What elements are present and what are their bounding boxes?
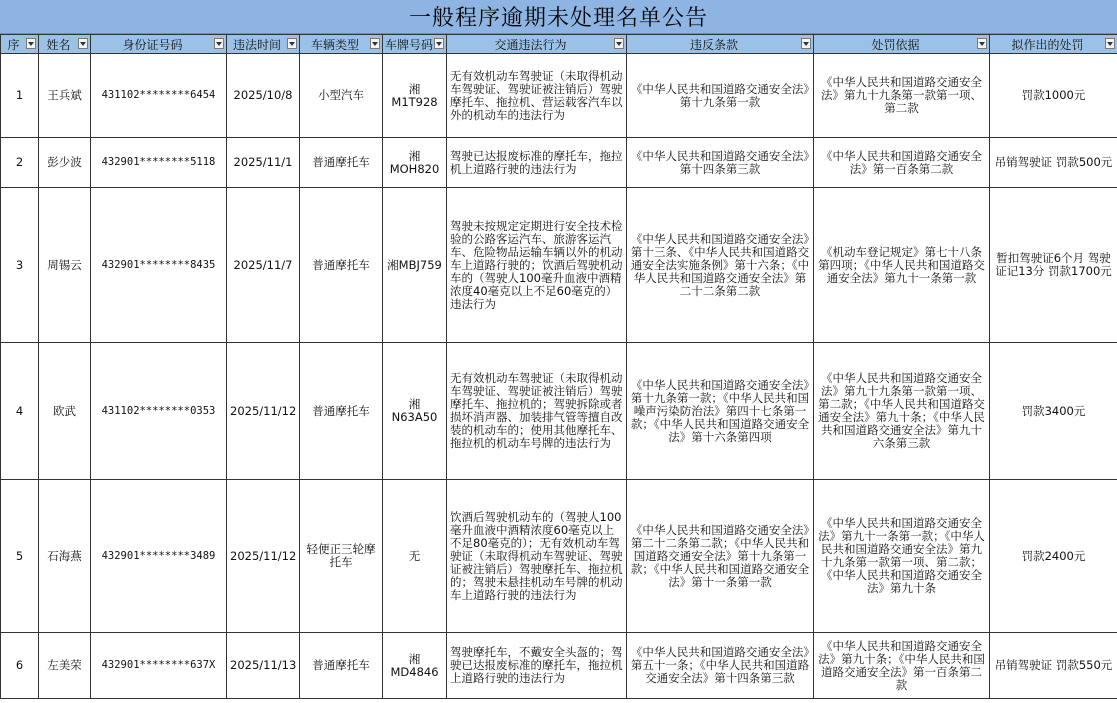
- header-cell[interactable]: 身份证号码: [91, 35, 227, 54]
- plate-number-cell[interactable]: 湘MBJ759: [383, 188, 447, 343]
- filter-dropdown-icon[interactable]: [26, 38, 36, 49]
- violation-date-cell[interactable]: 2025/10/8: [227, 54, 300, 138]
- proposed-penalty-cell[interactable]: 罚款3400元: [990, 343, 1117, 480]
- plate-number-cell[interactable]: 湘N63A50: [383, 343, 447, 480]
- violation-behavior-cell[interactable]: 驾驶摩托车，不戴安全头盔的；驾驶已达报废标准的摩托车，拖拉机上道路行驶的违法行为: [447, 633, 627, 699]
- header-cell[interactable]: 拟作出的处罚: [990, 35, 1117, 54]
- table-row: [1, 138, 1117, 188]
- filter-dropdown-icon[interactable]: [977, 38, 987, 49]
- header-cell[interactable]: 违反条款: [627, 35, 814, 54]
- header-row: [1, 35, 1117, 54]
- filter-dropdown-icon[interactable]: [370, 38, 380, 49]
- violation-behavior-cell[interactable]: 无有效机动车驾驶证（未取得机动车驾驶证、驾驶证被注销后）驾驶摩托车、拖拉机的；驾驶拆除或者损坏消声器、加装排气管等擅自改装的机动车的；使用其他摩托车、拖拉机的机动车号牌的违法行为: [447, 343, 627, 480]
- vehicle-type-cell[interactable]: 小型汽车: [300, 54, 383, 138]
- notice-table: [0, 34, 1117, 699]
- filter-dropdown-icon[interactable]: [801, 38, 811, 49]
- proposed-penalty-cell[interactable]: 暂扣驾驶证6个月 驾驶证记13分 罚款1700元: [990, 188, 1117, 343]
- row-number-cell[interactable]: 2: [1, 138, 39, 188]
- plate-number-cell[interactable]: 湘MD4846: [383, 633, 447, 699]
- row-number-cell[interactable]: 4: [1, 343, 39, 480]
- violation-behavior-cell[interactable]: 驾驶未按规定定期进行安全技术检验的公路客运汽车、旅游客运汽车、危险物品运输车辆以外的机动车上道路行驶的；饮酒后驾驶机动车的（驾驶人100毫升血液中酒精浓度40毫克以上不足60毫克的）违法行为: [447, 188, 627, 343]
- vehicle-type-cell[interactable]: 普通摩托车: [300, 633, 383, 699]
- id-number-cell[interactable]: 432901********3489: [91, 480, 227, 633]
- page-title: 一般程序逾期未处理名单公告: [0, 0, 1117, 34]
- violation-date-cell[interactable]: 2025/11/7: [227, 188, 300, 343]
- violated-clause-cell[interactable]: 《中华人民共和国道路交通安全法》第十四条第三款: [627, 138, 814, 188]
- header-cell[interactable]: 姓名: [39, 35, 91, 54]
- header-cell[interactable]: 处罚依据: [814, 35, 990, 54]
- violated-clause-cell[interactable]: 《中华人民共和国道路交通安全法》第二十二条第二款；《中华人民共和国道路交通安全法》第十九条第一款；《中华人民共和国道路交通安全法》第十一条第一款: [627, 480, 814, 633]
- table-row: [1, 188, 1117, 343]
- table-row: [1, 54, 1117, 138]
- name-cell[interactable]: 王兵斌: [39, 54, 91, 138]
- row-number-cell[interactable]: 5: [1, 480, 39, 633]
- vehicle-type-cell[interactable]: 普通摩托车: [300, 138, 383, 188]
- id-number-cell[interactable]: 431102********6454: [91, 54, 227, 138]
- table-row: [1, 633, 1117, 699]
- header-cell[interactable]: 序: [1, 35, 39, 54]
- row-number-cell[interactable]: 1: [1, 54, 39, 138]
- plate-number-cell[interactable]: 无: [383, 480, 447, 633]
- vehicle-type-cell[interactable]: 普通摩托车: [300, 188, 383, 343]
- name-cell[interactable]: 周锡云: [39, 188, 91, 343]
- header-cell[interactable]: 交通违法行为: [447, 35, 627, 54]
- violated-clause-cell[interactable]: 《中华人民共和国道路交通安全法》第十三条、《中华人民共和国道路交通安全法实施条例》第十六条；《中华人民共和国道路交通安全法》第二十二条第二款: [627, 188, 814, 343]
- violation-behavior-cell[interactable]: 驾驶已达报废标准的摩托车，拖拉机上道路行驶的违法行为: [447, 138, 627, 188]
- filter-dropdown-icon[interactable]: [287, 38, 297, 49]
- header-cell[interactable]: 车牌号码: [383, 35, 447, 54]
- name-cell[interactable]: 彭少波: [39, 138, 91, 188]
- id-number-cell[interactable]: 432901********5118: [91, 138, 227, 188]
- plate-number-cell[interactable]: 湘MOH820: [383, 138, 447, 188]
- plate-number-cell[interactable]: 湘M1T928: [383, 54, 447, 138]
- penalty-basis-cell[interactable]: 《中华人民共和国道路交通安全法》第九十九条第一款第一项、第二款；《中华人民共和国道路交通安全法》第九十条；《中华人民共和国道路交通安全法》第九十六条第三款: [814, 343, 990, 480]
- violation-behavior-cell[interactable]: 无有效机动车驾驶证（未取得机动车驾驶证、驾驶证被注销后）驾驶摩托车、拖拉机、营运载客汽车以外的机动车的违法行为: [447, 54, 627, 138]
- filter-dropdown-icon[interactable]: [214, 38, 224, 49]
- violated-clause-cell[interactable]: 《中华人民共和国道路交通安全法》第十九条第一款: [627, 54, 814, 138]
- penalty-basis-cell[interactable]: 《中华人民共和国道路交通安全法》第九十九条第一款第一项、第二款: [814, 54, 990, 138]
- table-row: [1, 480, 1117, 633]
- filter-dropdown-icon[interactable]: [78, 38, 88, 49]
- violation-date-cell[interactable]: 2025/11/12: [227, 480, 300, 633]
- header-cell[interactable]: 车辆类型: [300, 35, 383, 54]
- violated-clause-cell[interactable]: 《中华人民共和国道路交通安全法》第五十一条；《中华人民共和国道路交通安全法》第十四条第三款: [627, 633, 814, 699]
- id-number-cell[interactable]: 432901********8435: [91, 188, 227, 343]
- proposed-penalty-cell[interactable]: 罚款1000元: [990, 54, 1117, 138]
- row-number-cell[interactable]: 6: [1, 633, 39, 699]
- penalty-basis-cell[interactable]: 《机动车登记规定》第七十八条第四项；《中华人民共和国道路交通安全法》第九十一条第一款: [814, 188, 990, 343]
- vehicle-type-cell[interactable]: 普通摩托车: [300, 343, 383, 480]
- filter-dropdown-icon[interactable]: [434, 38, 444, 49]
- violation-date-cell[interactable]: 2025/11/13: [227, 633, 300, 699]
- id-number-cell[interactable]: 431102********0353: [91, 343, 227, 480]
- table-row: [1, 343, 1117, 480]
- filter-dropdown-icon[interactable]: [1105, 38, 1115, 49]
- violation-behavior-cell[interactable]: 饮酒后驾驶机动车的（驾驶人100毫升血液中酒精浓度60毫克以上不足80毫克的）；无有效机动车驾驶证（未取得机动车驾驶证、驾驶证被注销后）驾驶摩托车、拖拉机的；驾驶未悬挂机动车号牌的机动车上道路行驶的违法行为: [447, 480, 627, 633]
- proposed-penalty-cell[interactable]: 吊销驾驶证 罚款500元: [990, 138, 1117, 188]
- name-cell[interactable]: 左美荣: [39, 633, 91, 699]
- violated-clause-cell[interactable]: 《中华人民共和国道路交通安全法》第十九条第一款；《中华人民共和国噪声污染防治法》第四十七条第一款；《中华人民共和国道路交通安全法》第十六条第四项: [627, 343, 814, 480]
- row-number-cell[interactable]: 3: [1, 188, 39, 343]
- name-cell[interactable]: 石海燕: [39, 480, 91, 633]
- vehicle-type-cell[interactable]: 轻便正三轮摩托车: [300, 480, 383, 633]
- id-number-cell[interactable]: 432901********637X: [91, 633, 227, 699]
- header-cell[interactable]: 违法时间: [227, 35, 300, 54]
- violation-date-cell[interactable]: 2025/11/1: [227, 138, 300, 188]
- proposed-penalty-cell[interactable]: 吊销驾驶证 罚款550元: [990, 633, 1117, 699]
- violation-date-cell[interactable]: 2025/11/12: [227, 343, 300, 480]
- proposed-penalty-cell[interactable]: 罚款2400元: [990, 480, 1117, 633]
- name-cell[interactable]: 欧武: [39, 343, 91, 480]
- penalty-basis-cell[interactable]: 《中华人民共和国道路交通安全法》第九十条；《中华人民共和国道路交通安全法》第一百条第二款: [814, 633, 990, 699]
- penalty-basis-cell[interactable]: 《中华人民共和国道路交通安全法》第一百条第二款: [814, 138, 990, 188]
- filter-dropdown-icon[interactable]: [614, 38, 624, 49]
- penalty-basis-cell[interactable]: 《中华人民共和国道路交通安全法》第九十一条第一款；《中华人民共和国道路交通安全法》第九十九条第一款第一项、第二款；《中华人民共和国道路交通安全法》第九十条: [814, 480, 990, 633]
